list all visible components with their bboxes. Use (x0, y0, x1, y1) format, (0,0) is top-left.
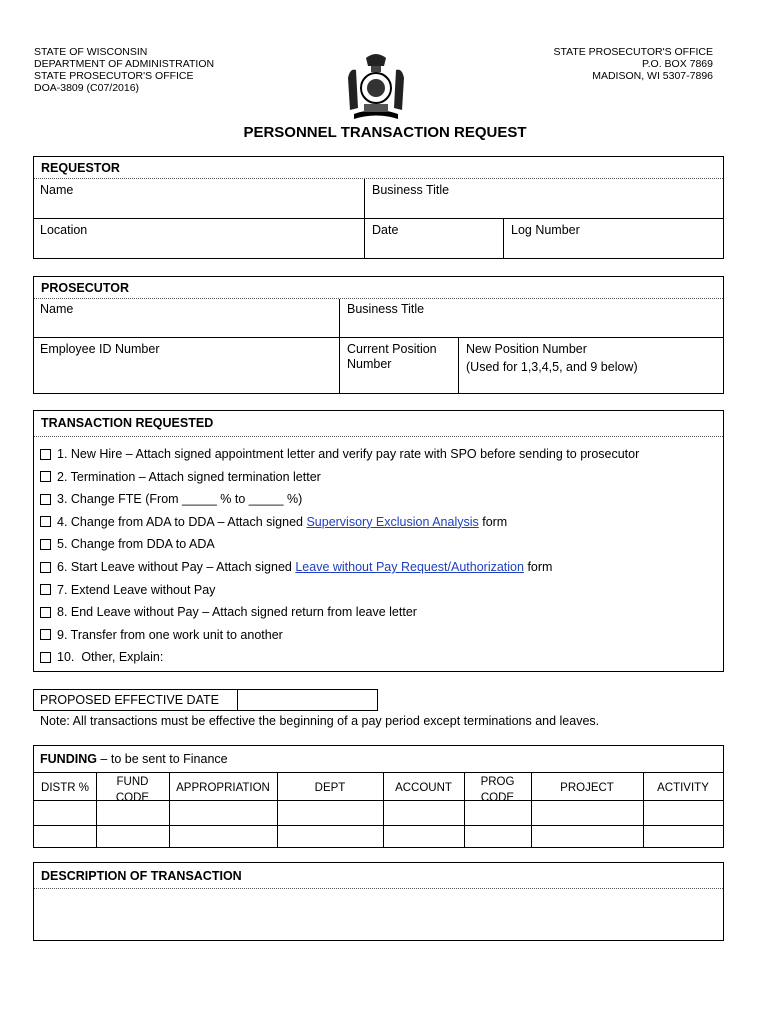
funding-column-header: DISTR % (41, 782, 89, 794)
funding-heading-bold: FUNDING (40, 752, 97, 766)
checkbox[interactable] (40, 607, 51, 618)
header-right-line: P.O. BOX 7869 (641, 58, 713, 70)
header-left-line: STATE PROSECUTOR'S OFFICE (34, 70, 194, 82)
funding-column-header: ACTIVITY (657, 782, 709, 794)
transaction-heading: TRANSACTION REQUESTED (34, 411, 723, 437)
form-link[interactable]: Leave without Pay Request/Authorization (295, 560, 524, 574)
transaction-item[interactable] (40, 582, 215, 598)
header-right-line: MADISON, WI 5307-7896 (592, 70, 713, 82)
prosecutor-section (33, 276, 724, 394)
funding-column-header: ACCOUNT (395, 782, 452, 794)
new-position-note: (Used for 1,3,4,5, and 9 below) (466, 360, 638, 374)
current-position-label-2: Number (347, 357, 392, 371)
effective-date-note: Note: All transactions must be effective the beginning of a pay period except terminations and leaves. (40, 714, 600, 728)
description-heading: DESCRIPTION OF TRANSACTION (34, 863, 723, 889)
funding-heading (40, 752, 228, 767)
state-seal-icon (340, 48, 412, 122)
funding-cell-input[interactable] (383, 801, 464, 825)
form-link[interactable]: Supervisory Exclusion Analysis (306, 514, 479, 529)
checkbox[interactable] (40, 652, 51, 663)
requestor-name-field[interactable]: Name (40, 183, 74, 197)
divider (339, 299, 340, 393)
checkbox[interactable] (40, 494, 51, 505)
checkbox[interactable] (40, 516, 51, 527)
effective-date-row (33, 689, 378, 711)
checkbox[interactable] (40, 539, 51, 550)
funding-column-header: APPROPRIATION (176, 782, 270, 794)
divider (34, 772, 723, 773)
header-agency-block (34, 46, 214, 94)
transaction-item[interactable] (40, 536, 215, 552)
funding-cell-input[interactable] (169, 826, 277, 847)
funding-cell-input[interactable] (643, 826, 723, 847)
current-position-field[interactable] (347, 342, 437, 372)
funding-cell-input[interactable] (383, 826, 464, 847)
checkbox[interactable] (40, 562, 51, 573)
transaction-item-label: 2. Termination – Attach signed termination letter (57, 469, 321, 484)
requestor-date-field[interactable]: Date (372, 223, 399, 237)
funding-cell-input[interactable] (277, 826, 383, 847)
new-position-label: New Position Number (466, 342, 587, 356)
prosecutor-name-field[interactable]: Name (40, 302, 74, 316)
transaction-item-label: 1. New Hire – Attach signed appointment letter and verify pay rate with SPO before sending to prosecutor (57, 447, 640, 461)
requestor-location-field[interactable]: Location (40, 223, 88, 237)
current-position-label: Current Position (347, 342, 437, 356)
divider (458, 337, 459, 393)
transaction-item-label: 6. Start Leave without Pay – Attach signed (57, 560, 296, 574)
description-section (33, 862, 724, 941)
funding-cell-input[interactable] (464, 801, 531, 825)
description-textarea[interactable] (34, 889, 723, 940)
funding-cell-input[interactable] (531, 826, 643, 847)
divider (34, 337, 723, 338)
checkbox[interactable] (40, 629, 51, 640)
employee-id-field[interactable]: Employee ID Number (40, 342, 160, 356)
divider (503, 218, 504, 258)
transaction-item[interactable] (40, 604, 417, 620)
funding-heading-rest: – to be sent to Finance (96, 752, 228, 766)
checkbox[interactable] (40, 584, 51, 595)
transaction-item[interactable] (40, 514, 507, 530)
transaction-item-suffix: form (478, 514, 508, 529)
checkbox[interactable] (40, 471, 51, 482)
header-left-line: DEPARTMENT OF ADMINISTRATION (34, 58, 215, 70)
header-left-line: STATE OF WISCONSIN (34, 46, 148, 58)
transaction-item[interactable] (40, 649, 163, 665)
requestor-heading: REQUESTOR (34, 157, 723, 179)
funding-cell-input[interactable] (96, 801, 169, 825)
page-title: PERSONNEL TRANSACTION REQUEST (243, 124, 527, 141)
funding-cell-input[interactable] (464, 826, 531, 847)
funding-cell-input[interactable] (643, 801, 723, 825)
transaction-item-label: 3. Change FTE (From _____ % to _____ %) (57, 492, 303, 507)
transaction-item[interactable] (40, 627, 283, 643)
transaction-item-label: 4. Change from ADA to DDA – Attach signed (57, 514, 307, 529)
funding-column-header: FUND CODE (115, 776, 150, 804)
funding-cell-input[interactable] (96, 826, 169, 847)
transaction-item-label: 7. Extend Leave without Pay (57, 582, 216, 597)
transaction-item[interactable] (40, 446, 639, 462)
new-position-field[interactable] (466, 342, 638, 375)
funding-cell-input[interactable] (34, 801, 96, 825)
funding-column-header: DEPT (314, 782, 346, 794)
funding-column-header: PROJECT (560, 782, 614, 794)
funding-section (33, 745, 724, 848)
requestor-section (33, 156, 724, 259)
header-left-line: DOA-3809 (C07/2016) (34, 82, 140, 94)
transaction-item[interactable] (40, 491, 302, 507)
requestor-log-number-field[interactable]: Log Number (511, 223, 580, 237)
transaction-item-label: 5. Change from DDA to ADA (57, 537, 215, 552)
checkbox[interactable] (40, 449, 51, 460)
prosecutor-heading: PROSECUTOR (34, 277, 723, 299)
effective-date-input[interactable] (238, 690, 377, 710)
prosecutor-business-title-field[interactable]: Business Title (347, 302, 425, 316)
divider (34, 847, 723, 848)
funding-cell-input[interactable] (531, 801, 643, 825)
transaction-item-label: 8. End Leave without Pay – Attach signed return from leave letter (57, 605, 417, 620)
funding-cell-input[interactable] (34, 826, 96, 847)
effective-date-label: PROPOSED EFFECTIVE DATE (40, 693, 219, 707)
header-address-block (553, 46, 713, 82)
transaction-item-label: 9. Transfer from one work unit to another (57, 627, 283, 642)
transaction-item[interactable] (40, 559, 552, 575)
divider (34, 218, 723, 219)
funding-cell-input[interactable] (169, 801, 277, 825)
header-right-line: STATE PROSECUTOR'S OFFICE (553, 46, 713, 58)
transaction-item-label: 10. Other, Explain: (57, 650, 164, 665)
funding-column-header: PROG CODE (480, 776, 515, 804)
funding-cell-input[interactable] (277, 801, 383, 825)
requestor-business-title-field[interactable]: Business Title (372, 183, 450, 197)
divider (364, 179, 365, 258)
transaction-item[interactable] (40, 469, 321, 485)
transaction-item-suffix: form (523, 560, 553, 574)
